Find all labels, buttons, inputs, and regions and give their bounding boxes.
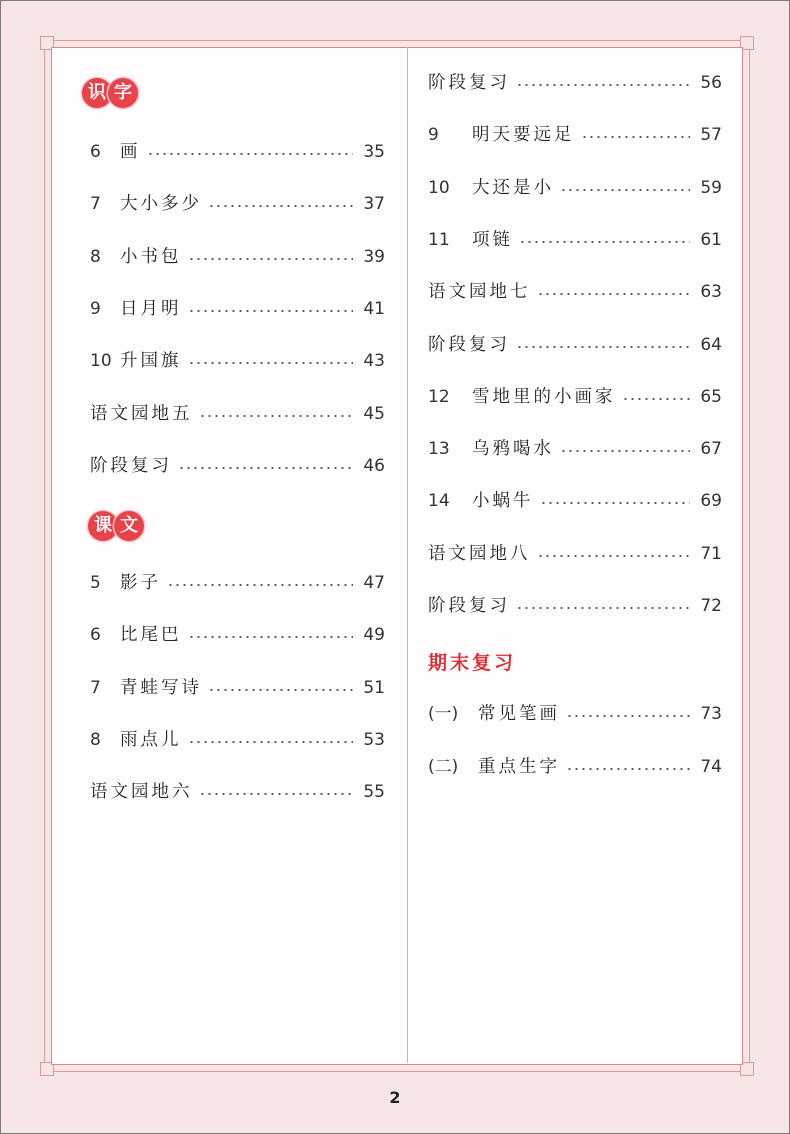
toc-leader-dots: [167, 584, 353, 586]
toc-leader-dots: [199, 415, 354, 417]
toc-entry-number: 8: [90, 246, 101, 267]
toc-entry-title: 项链: [472, 229, 513, 250]
toc-leader-dots: [560, 450, 690, 452]
toc-entry-title: 乌鸦喝水: [472, 439, 554, 460]
toc-entry-number: (一): [428, 704, 459, 724]
toc-entry[interactable]: [90, 620, 385, 650]
toc-entry-page: 55: [363, 782, 385, 803]
toc-leader-dots: [581, 136, 691, 138]
toc-entry-title: 画: [120, 142, 141, 162]
toc-entry-title: 大小多少: [120, 194, 202, 215]
toc-entry[interactable]: [428, 539, 722, 569]
toc-entry-number: 10: [428, 177, 450, 198]
toc-entry-page: 53: [363, 729, 385, 750]
page-number: 2: [389, 1088, 401, 1107]
toc-entry-number: 13: [428, 439, 450, 460]
toc-entry[interactable]: [90, 242, 385, 272]
toc-entry[interactable]: [428, 120, 722, 150]
toc-leader-dots: [188, 362, 354, 364]
toc-entry[interactable]: [428, 68, 722, 98]
toc-leader-dots: [566, 715, 690, 717]
toc-entry-title: 阶段复习: [428, 73, 510, 93]
toc-entry-number: 8: [90, 729, 101, 750]
toc-entry[interactable]: [90, 777, 385, 807]
toc-entry-number: 5: [90, 573, 101, 593]
toc-entry[interactable]: [90, 673, 385, 703]
toc-leader-dots: [516, 84, 690, 86]
toc-entry-title: 比尾巴: [120, 625, 182, 646]
toc-entry[interactable]: [428, 434, 722, 464]
toc-entry-number: (二): [428, 757, 459, 777]
toc-entry-page: 39: [363, 246, 385, 267]
toc-entry-title: 明天要远足: [472, 125, 575, 146]
toc-entry[interactable]: [90, 399, 385, 429]
toc-leader-dots: [516, 346, 690, 348]
toc-entry-page: 45: [363, 403, 385, 424]
toc-entry[interactable]: [90, 725, 385, 755]
toc-entry-page: 37: [363, 194, 385, 215]
toc-entry-title: 大还是小: [472, 177, 554, 198]
section-badge-char: 课: [88, 511, 118, 541]
toc-leader-dots: [188, 741, 354, 743]
toc-entry-number: 6: [90, 142, 101, 162]
toc-entry[interactable]: [90, 346, 385, 376]
toc-entry-page: 43: [363, 351, 385, 372]
toc-entry-page: 56: [700, 73, 722, 93]
toc-entry-title: 小蜗牛: [472, 491, 534, 512]
toc-leader-dots: [188, 636, 354, 638]
toc-entry-page: 35: [363, 142, 385, 162]
toc-entry[interactable]: [428, 752, 722, 782]
section-badge-char: 文: [114, 511, 144, 541]
toc-entry-page: 46: [363, 455, 385, 476]
toc-leader-dots: [188, 310, 354, 312]
toc-entry-number: 14: [428, 491, 450, 512]
toc-entry-title: 阶段复习: [90, 455, 172, 476]
toc-entry-title: 青蛙写诗: [120, 677, 202, 698]
toc-entry[interactable]: [90, 294, 385, 324]
toc-entry-title: 语文园地六: [90, 782, 193, 803]
final-review-heading: 期末复习: [428, 652, 517, 674]
toc-entry-title: 阶段复习: [428, 596, 510, 616]
toc-entry-title: 日月明: [120, 298, 182, 319]
toc-leader-dots: [537, 293, 691, 295]
toc-entry[interactable]: [90, 451, 385, 481]
toc-entry[interactable]: [428, 699, 722, 729]
toc-entry-title: 小书包: [120, 246, 182, 267]
toc-entry-title: 阶段复习: [428, 334, 510, 355]
toc-entry-number: 7: [90, 677, 101, 698]
section-badge-kewen: [88, 511, 140, 541]
toc-entry-title: 重点生字: [478, 757, 560, 777]
toc-leader-dots: [188, 258, 354, 260]
toc-leader-dots: [147, 153, 354, 155]
toc-entry-number: 7: [90, 194, 101, 215]
toc-entry-page: 41: [363, 298, 385, 319]
toc-entry-page: 67: [700, 439, 722, 460]
toc-entry-page: 51: [363, 677, 385, 698]
column-divider: [407, 47, 408, 1063]
toc-entry-page: 71: [700, 543, 722, 564]
toc-leader-dots: [208, 205, 353, 207]
toc-entry[interactable]: [428, 225, 722, 255]
toc-leader-dots: [622, 398, 691, 400]
toc-entry[interactable]: [428, 330, 722, 360]
toc-entry[interactable]: [90, 189, 385, 219]
toc-entry-page: 49: [363, 625, 385, 646]
toc-entry[interactable]: [428, 382, 722, 412]
toc-entry-title: 语文园地八: [428, 543, 531, 564]
toc-entry-number: 10: [90, 351, 112, 372]
section-badge-shizi: [82, 78, 134, 108]
toc-entry-number: 6: [90, 625, 101, 646]
toc-entry-page: 63: [700, 282, 722, 303]
toc-leader-dots: [208, 689, 353, 691]
toc-entry-title: 语文园地五: [90, 403, 193, 424]
toc-entry-title: 常见笔画: [478, 704, 560, 724]
toc-entry-title: 升国旗: [120, 351, 182, 372]
toc-entry-page: 65: [700, 386, 722, 407]
toc-leader-dots: [178, 467, 353, 469]
toc-leader-dots: [519, 241, 690, 243]
toc-leader-dots: [516, 607, 690, 609]
toc-entry[interactable]: [428, 173, 722, 203]
toc-entry-title: 雪地里的小画家: [472, 386, 616, 407]
toc-entry-page: 61: [700, 229, 722, 250]
toc-entry-page: 57: [700, 125, 722, 146]
toc-entry-title: 影子: [120, 573, 161, 593]
toc-entry-page: 47: [363, 573, 385, 593]
toc-entry-page: 72: [700, 596, 722, 616]
toc-entry[interactable]: [90, 137, 385, 167]
toc-entry-number: 11: [428, 229, 450, 250]
toc-entry-page: 74: [700, 757, 722, 777]
toc-entry-number: 9: [90, 298, 101, 319]
section-badge-char: 字: [108, 78, 138, 108]
toc-entry-page: 59: [700, 177, 722, 198]
toc-leader-dots: [566, 768, 690, 770]
toc-entry-page: 69: [700, 491, 722, 512]
toc-entry-page: 64: [700, 334, 722, 355]
toc-entry[interactable]: [90, 568, 385, 598]
toc-entry-number: 12: [428, 386, 450, 407]
toc-entry-title: 语文园地七: [428, 282, 531, 303]
toc-entry[interactable]: [428, 486, 722, 516]
section-badge-char: 识: [82, 78, 112, 108]
toc-entry[interactable]: [428, 277, 722, 307]
toc-entry-title: 雨点儿: [120, 729, 182, 750]
toc-entry-page: 73: [700, 704, 722, 724]
toc-entry-number: 9: [428, 125, 439, 146]
toc-entry[interactable]: [428, 591, 722, 621]
toc-leader-dots: [540, 502, 691, 504]
toc-leader-dots: [560, 189, 690, 191]
toc-leader-dots: [199, 793, 354, 795]
toc-leader-dots: [537, 555, 691, 557]
